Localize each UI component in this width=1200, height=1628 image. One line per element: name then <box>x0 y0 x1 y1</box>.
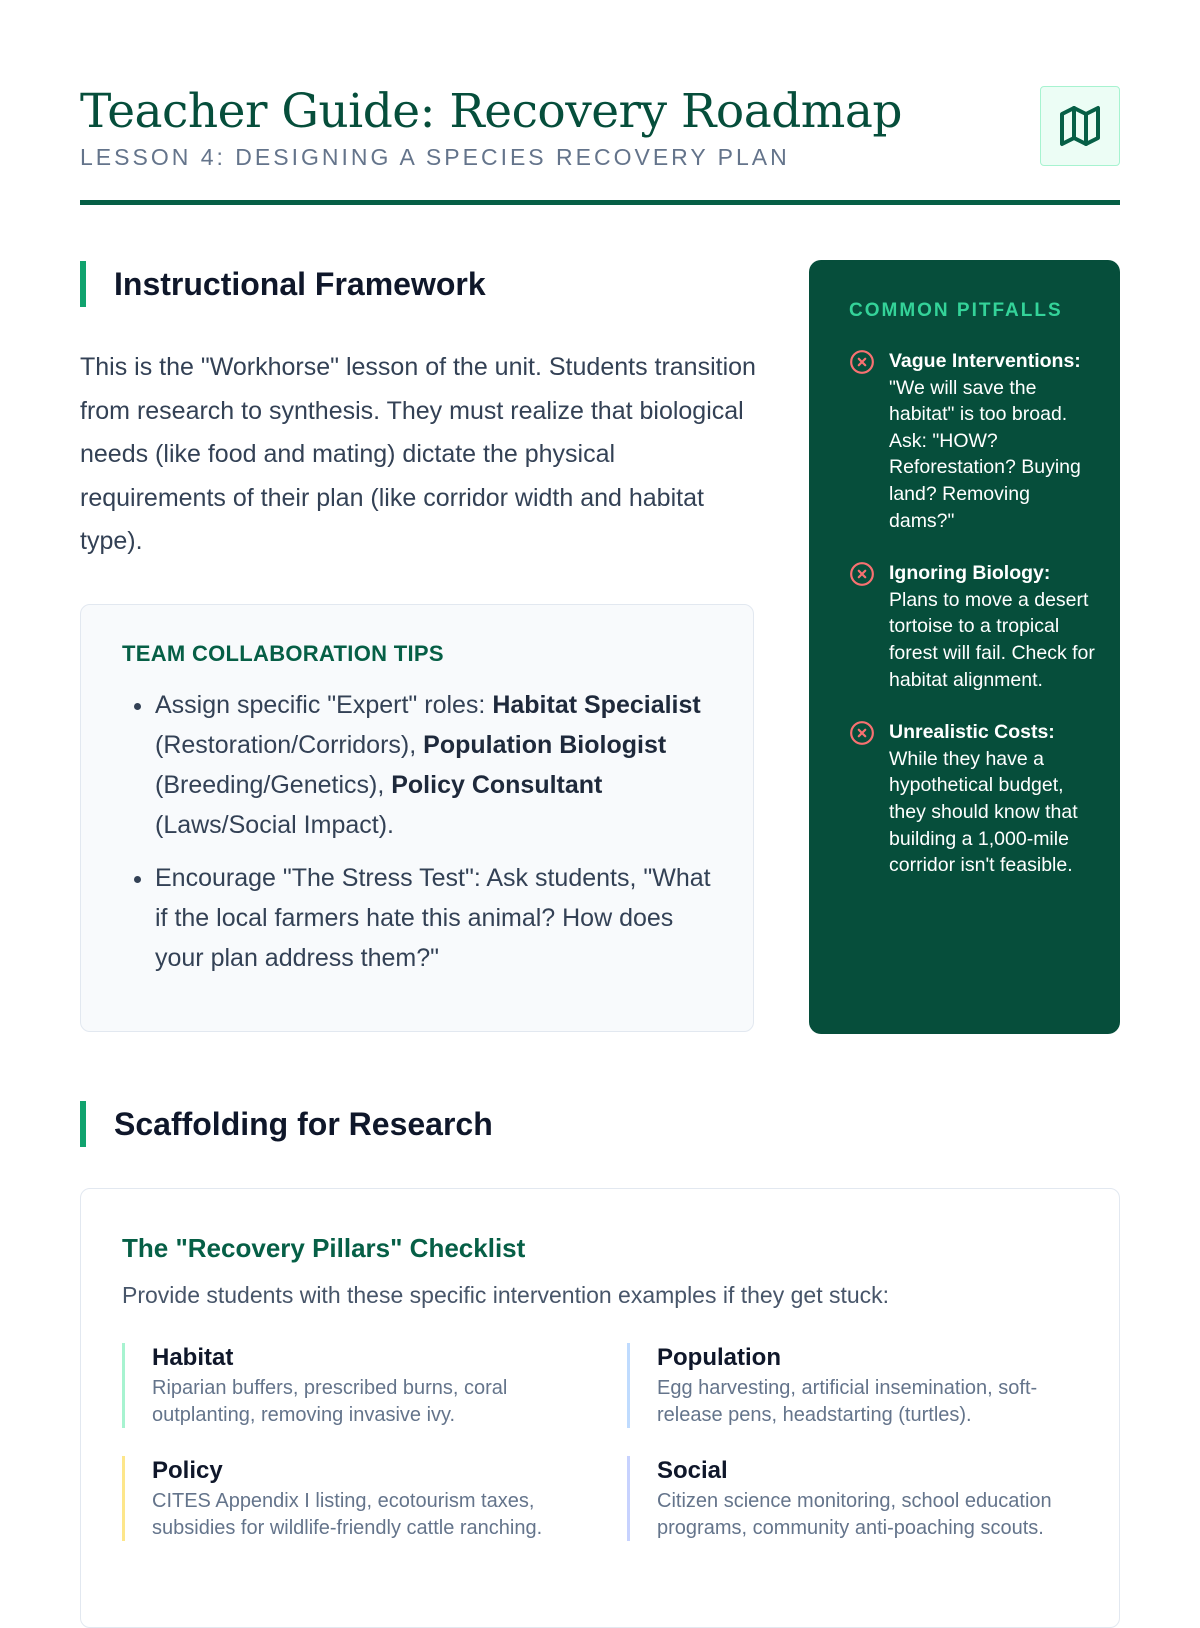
list-item-roles <box>155 685 713 845</box>
pillar-policy <box>122 1456 582 1541</box>
pillar-title: Social <box>657 1457 728 1484</box>
section-heading-research <box>80 1101 493 1147</box>
framework-intro: This is the "Workhorse" lesson of the unit. Students transition from research to synthesis. They must realize that biological needs (like food and mating) dictate the physical requirements of their plan (like corridor width and habitat type). <box>80 353 756 555</box>
pillar-description: Riparian buffers, prescribed burns, coral outplanting, removing invasive ivy. <box>152 1377 508 1426</box>
x-circle-icon <box>849 349 875 375</box>
section-title: Scaffolding for Research <box>114 1105 493 1142</box>
pitfall-label: Ignoring Biology: <box>889 562 1051 585</box>
pitfall-text <box>889 348 1100 534</box>
recovery-pillars-card <box>80 1188 1120 1628</box>
pillar-title: Policy <box>152 1457 223 1484</box>
map-icon <box>1040 86 1120 166</box>
pillar-title: Population <box>657 1344 781 1371</box>
pillars-grid <box>122 1343 1082 1593</box>
pitfall-description: Plans to move a desert tortoise to a tropical forest will fail. Check for habitat alignment. <box>889 588 1095 691</box>
pitfall-label: Unrealistic Costs: <box>889 721 1055 744</box>
pitfall-description: While they have a hypothetical budget, they should know that building a 1,000-mile corridor isn't feasible. <box>889 747 1078 877</box>
pillar-habitat <box>122 1343 582 1428</box>
pitfall-label: Vague Interventions: <box>889 350 1081 372</box>
pitfall-description: "We will save the habitat" is too broad. Ask: "HOW? Reforestation? Buying land? Removing dams?" <box>889 376 1081 532</box>
pitfall-item <box>849 560 1100 693</box>
section-heading-framework <box>80 261 486 307</box>
pillar-description: CITES Appendix I listing, ecotourism taxes, subsidies for wildlife-friendly cattle ranching. <box>152 1490 543 1539</box>
role-name: Population Biologist <box>423 731 667 759</box>
pitfall-text <box>889 560 1100 693</box>
tips-list <box>122 685 713 978</box>
header-divider <box>80 200 1120 205</box>
page-header <box>80 84 1120 206</box>
pillar-description: Egg harvesting, artificial insemination, soft-release pens, headstarting (turtles). <box>657 1377 1038 1426</box>
page-subtitle: LESSON 4: DESIGNING A SPECIES RECOVERY PLAN <box>80 144 790 170</box>
section-title: Instructional Framework <box>114 265 486 302</box>
list-item-stress-test: • Encourage "The Stress Test": Ask students, "What if the local farmers hate this animal? How does your plan address them?" <box>155 858 713 978</box>
role-detail: (Laws/Social Impact). <box>155 811 394 839</box>
section-accent-bar <box>80 1101 86 1147</box>
role-detail: (Restoration/Corridors), <box>155 731 417 759</box>
pitfalls-title: COMMON PITFALLS <box>849 300 1063 321</box>
pillar-social <box>627 1456 1087 1541</box>
role-name: Habitat Specialist <box>492 691 701 719</box>
role-detail: (Breeding/Genetics), <box>155 771 385 799</box>
pitfall-item <box>849 348 1100 534</box>
card-description: Provide students with these specific intervention examples if they get stuck: <box>122 1282 890 1308</box>
card-title: The "Recovery Pillars" Checklist <box>122 1233 526 1263</box>
common-pitfalls-panel <box>809 260 1120 1034</box>
pitfall-item <box>849 719 1100 879</box>
pillar-description: Citizen science monitoring, school education programs, community anti-poaching scouts. <box>657 1490 1052 1539</box>
page-title: Teacher Guide: Recovery Roadmap <box>80 84 902 139</box>
role-name: Policy Consultant <box>391 771 603 799</box>
section-accent-bar <box>80 261 86 307</box>
pillar-title: Habitat <box>152 1344 234 1371</box>
x-circle-icon <box>849 561 875 587</box>
roles-intro: Assign specific "Expert" roles: <box>155 691 493 719</box>
tips-title: TEAM COLLABORATION TIPS <box>122 641 444 666</box>
pitfall-text <box>889 719 1100 879</box>
x-circle-icon <box>849 720 875 746</box>
team-collaboration-tips <box>80 604 754 1032</box>
pillar-population <box>627 1343 1087 1428</box>
